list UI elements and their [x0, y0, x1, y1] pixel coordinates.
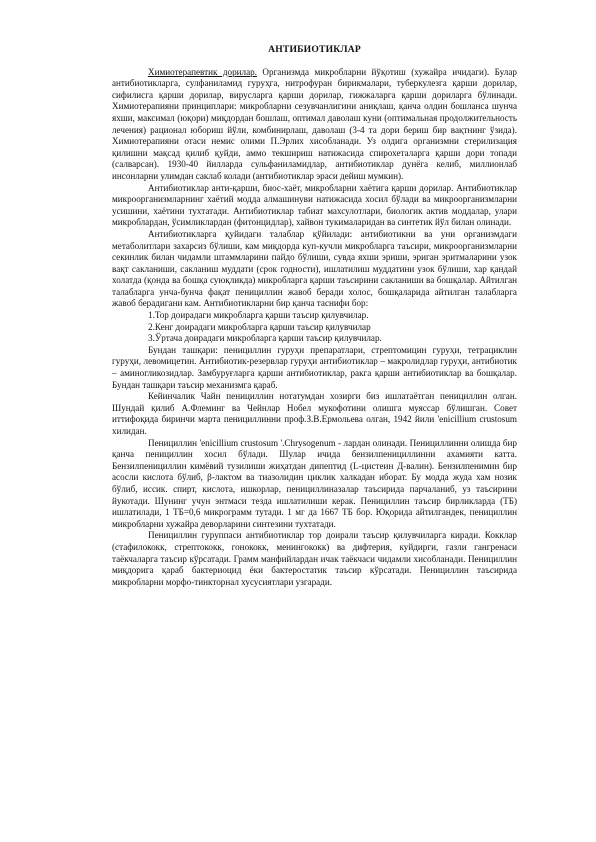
paragraph-history: Кейинчалик Чайн пенициллин нотатумдан хозирги биз ишлатаётган пенициллин олган. Шундай қилиб А.Флеминг ва Чейнлар Нобел мукофотини олишга муяссар бўлишган. Совет иттифоқида биринчи марта пенициллинни проф.З.В.Ермольева олган, 1942 йили 'enicillium crustosum хилидан.	[112, 391, 517, 436]
list-item: 3.Ўртача доирадаги микробларга қарши таъсир қилувчилар.	[148, 333, 382, 344]
paragraph-chemotherapy	[112, 67, 517, 183]
paragraph-penicillin-group: Пенициллин гуруппаси антибиотиклар тор доирали таъсир қилувчиларга киради. Кокклар (стафилококк, стрептококк, гонококк, менингококк) ва дифтерия, куйдирги, газли гангренаси таёкчаларга таъсир кўрсатади. Грамм манфийлардан ичак таёкчаси чидамли хисобланади. Пенициллин миқдорига қараб бактериоцид ёки бактеростатик таъсир кўрсатади. Пенициллин таъсирида микробларни морфо-тинкторнал хусусиятлари узгаради.	[112, 530, 517, 587]
list-item: 2.Кенг доирадаги микробларга қарши таъсир қилувчилар	[148, 321, 371, 332]
paragraph-penicillin: Пенициллин 'enicillium crustosum '.Chrysogenum - лардан олинади. Пенициллинни олишда бир қанча пенициллин хосил бўлади. Шулар ичида бензилпенициллинни ахамияти катта. Бензилпенициллин кимёвий тузилиши жиҳатдан дипептид (L-цистеин Д-валин). Бензилпенимин бир асосли кислота бўлиб, β-лактом ва тиазолидин циклик халкадан иборат. Бу модда жуда хам нозик бўлиб, иссик. спирт, кислота, ишкорлар, пенициллиназалар таъсирида парчаланиб, уз таъсирини йукотади. Шунинг учун энтмаси тезда ишлатилиши керак. Пенициллин таъсир бирликларда (ТБ) ишлатилади, 1 ТБ=0,6 микрограмм тутади. 1 мг да 1667 ТБ бор. Юқорида айтилгандек, пенициллин микробларни хужайра деворларини синтезини тухтатади.	[112, 437, 517, 529]
list-item: 1.Тор доирадаги микробларга қарши таъсир қилувчилар.	[148, 310, 369, 321]
document-title: АНТИБИОТИКЛАР	[268, 44, 361, 55]
term-chemotherapeutic-drugs: Химиотерапевтик дорилар.	[148, 66, 257, 77]
paragraph-chemotherapy-text: Организмда микробларни йўқотиш (хужайра ичидаги). Булар антибиотикларга, сулфаниламид гуруҳга, нитрофуран бирикмалари, туберкулезга қарши дорилар, сифилисга қарши дорилар, вирусларга қарши дорилар, гижжаларга қарши дориларга бўлинади. Химиотерапияни принциплари: микробларни сезувчанлигини аниқлаш, қанча олдин бошланса шунча яхши, максимал (юқори) миқдордан бошлаш, оптимал даволаш куни (оптимальная продолжительность лечения) рационал юбориш йўли, комбинирлаш, даволаш (3-4 та дори бериш бир вақтнинг ўзида). Химиотерапияни отаси немис олими П.Эрлих хисобланади. Уз олдига организмни стерилизация қилишни мақсад қилиб қуйди, аммо текшириш натижасида спирохеталарга қарши дори топади (салварсан). 1930-40 йилларда сульфаниламидлар, антибиотиклар дунёга келиб, миллионлаб инсонларни улимдан саклаб колади (антибиотиклар эраси дейиш мумкин).	[112, 66, 517, 181]
paragraph-groups: Бундан ташқари: пенициллин гуруҳи препаратлари, стрептомицин гуруҳи, тетрациклин гуруҳи, левомицетин. Антибиотик-резервлар гуруҳи антибиотиклар – макролидлар гуруҳи, антибиотик – аминогликозидлар. Замбуруғларга қарши антибиотиклар, ракга қарши антибиотиклар ва бошқалар. Бундан ташқари таъсир механизмга қараб.	[112, 344, 517, 390]
document-page	[112, 44, 517, 588]
paragraph-antibiotics-definition: Антибиотиклар анти-қарши, биос-хаёт, микробларни хаётига қарши дорилар. Антибиотиклар микроорганизмларнинг хаётий модда алмашинуви натижасида хосил бўлади ва микроорганизмларни усишини, хаётини тухтатади. Антибиотиклар табиат махсулотлари, биологик актив моддалар, улари микроблардан, ўсимликлардан (фитонцидлар), хайвон тукималаридан ва синтетик йўл билан олинади.	[112, 182, 517, 228]
paragraph-requirements: Антибиотикларга қуйидаги талаблар қўйилади: антибиотикни ва уни организмдаги метаболитлари захарсиз бўлиши, кам миқдорда куп-кучли микробларга таъсири, микроорганизмларни секинлик билан чидамли штаммларини пайдо бўлиши, сувда яхши эриши, эриган эритмаларини узок вақт сакланиши, сакланиш муддати (срок годности), ишлатилиш муддатини узок бўлиши, хар қандай холатда (қонда ва бошқа суюқликда) микробларга қарши таъсирини сакланиши ва бошқалар. Айтилган талабларга унча-бунча фақат пенициллин жавоб беради холос, бошқаларида айтилган талабларга жавоб берадигани кам. Антибиотикларни бир қанча таснифи бор:	[112, 228, 517, 309]
